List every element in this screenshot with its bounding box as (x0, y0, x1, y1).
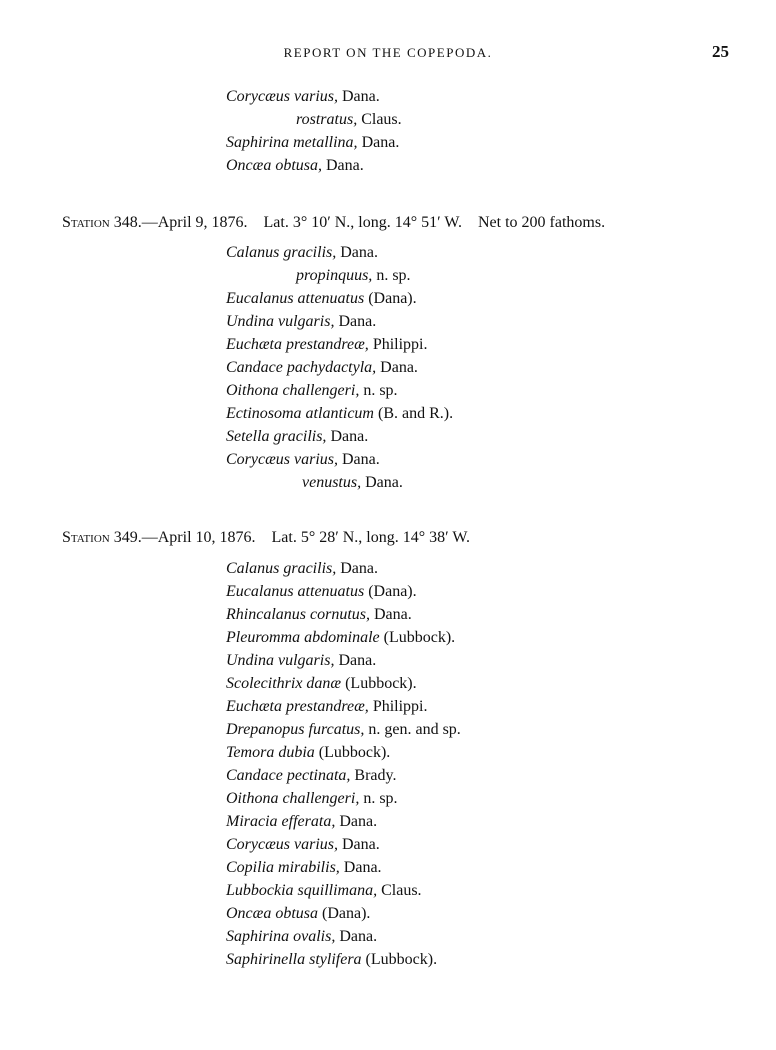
species-name: Undina vulgaris, (226, 652, 335, 669)
species-author: Dana. (334, 652, 377, 669)
list-item (226, 879, 422, 902)
list-item (302, 471, 403, 494)
species-name: Copilia mirabilis, (226, 859, 340, 876)
list-item (226, 85, 380, 108)
species-author: (Lubbock). (379, 629, 456, 646)
species-author: (Dana). (364, 583, 417, 600)
station-heading-349 (62, 526, 470, 550)
species-author: Dana. (370, 606, 412, 623)
species-name: Undina vulgaris, (226, 313, 335, 330)
species-name: Oithona challengeri, (226, 382, 360, 399)
list-item (226, 557, 378, 580)
species-author: n. sp. (372, 267, 411, 284)
list-item (226, 833, 380, 856)
list-item (226, 241, 378, 264)
species-name: Candace pachydactyla, (226, 359, 377, 376)
species-name: propinquus, (296, 267, 373, 284)
species-author: (Lubbock). (361, 951, 438, 968)
running-header (0, 42, 776, 67)
species-author: n. gen. and sp. (364, 721, 461, 738)
species-author: Dana. (338, 836, 380, 853)
list-item (226, 333, 428, 356)
list-item (226, 603, 412, 626)
species-name: Calanus gracilis, (226, 244, 337, 261)
species-author: (Lubbock). (341, 675, 417, 692)
station-position: Lat. 5° 28′ N., long. 14° 38′ W. (271, 529, 470, 546)
species-author: Dana. (361, 474, 403, 491)
list-item (226, 948, 437, 971)
species-author: Dana. (339, 859, 382, 876)
species-author: Dana. (357, 134, 400, 151)
species-author: (B. and R.). (373, 405, 454, 422)
species-name: Temora dubia (226, 744, 315, 761)
species-name: Saphirina ovalis, (226, 928, 336, 945)
species-name: Euchæta prestandreæ, (226, 336, 369, 353)
species-name: Corycæus varius, (226, 88, 338, 105)
list-item (226, 902, 370, 925)
species-name: Corycæus varius, (226, 836, 338, 853)
species-name: Oithona challengeri, (226, 790, 360, 807)
species-name: Oncæa obtusa, (226, 157, 322, 174)
species-author: Dana. (322, 157, 364, 174)
list-item (226, 925, 377, 948)
species-author: Dana. (326, 428, 369, 445)
list-item (226, 787, 398, 810)
list-item (226, 741, 390, 764)
list-item (296, 264, 411, 287)
station-date: —April 10, 1876. (141, 529, 256, 546)
list-item (296, 108, 402, 131)
station-label: Station 348. (62, 214, 142, 231)
species-author: Claus. (357, 111, 402, 128)
species-name: Lubbockia squillimana, (226, 882, 378, 899)
list-item (226, 402, 453, 425)
species-name: Drepanopus furcatus, (226, 721, 365, 738)
list-item (226, 131, 399, 154)
species-name: Ectinosoma atlanticum (226, 405, 374, 422)
list-item (226, 356, 418, 379)
species-author: Philippi. (368, 336, 428, 353)
species-author: (Lubbock). (314, 744, 391, 761)
species-author: Brady. (350, 767, 397, 784)
species-author: Dana. (336, 560, 378, 577)
list-item (226, 856, 382, 879)
species-author: n. sp. (359, 382, 398, 399)
species-name: Pleuromma abdominale (226, 629, 380, 646)
list-item (226, 672, 417, 695)
species-name: rostratus, (296, 111, 358, 128)
list-item (226, 695, 428, 718)
list-item (226, 626, 455, 649)
species-name: Oncæa obtusa (226, 905, 318, 922)
species-author: n. sp. (359, 790, 398, 807)
list-item (226, 580, 417, 603)
station-label: Station 349. (62, 529, 142, 546)
species-author: Dana. (338, 88, 380, 105)
species-name: Eucalanus attenuatus (226, 583, 365, 600)
species-author: Dana. (334, 313, 377, 330)
species-name: Corycæus varius, (226, 451, 338, 468)
species-author: Dana. (338, 451, 380, 468)
species-name: Eucalanus attenuatus (226, 290, 365, 307)
station-note: Net to 200 fathoms. (477, 214, 606, 231)
list-item (226, 379, 398, 402)
list-item (226, 448, 380, 471)
species-name: Setella gracilis, (226, 428, 327, 445)
station-heading-348 (62, 211, 605, 235)
species-author: Dana. (376, 359, 418, 376)
species-name: Calanus gracilis, (226, 560, 337, 577)
species-name: Euchæta prestandreæ, (226, 698, 369, 715)
station-position: Lat. 3° 10′ N., long. 14° 51′ W. (263, 214, 462, 231)
species-name: Candace pectinata, (226, 767, 351, 784)
list-item (226, 764, 396, 787)
list-item (226, 810, 377, 833)
species-author: Dana. (335, 928, 378, 945)
list-item (226, 718, 461, 741)
species-name: Saphirina metallina, (226, 134, 358, 151)
species-author: (Dana). (364, 290, 417, 307)
species-name: Rhincalanus cornutus, (226, 606, 370, 623)
species-name: Scolecithrix danæ (226, 675, 342, 692)
list-item (226, 154, 364, 177)
species-author: Philippi. (368, 698, 428, 715)
list-item (226, 649, 376, 672)
species-author: Claus. (377, 882, 422, 899)
species-name: Saphirinella stylifera (226, 951, 362, 968)
species-author: Dana. (335, 813, 378, 830)
species-author: Dana. (336, 244, 378, 261)
list-item (226, 310, 376, 333)
species-author: (Dana). (318, 905, 371, 922)
species-name: Miracia efferata, (226, 813, 336, 830)
species-name: venustus, (302, 474, 362, 491)
list-item (226, 425, 368, 448)
list-item (226, 287, 417, 310)
header-title: REPORT ON THE COPEPODA. (283, 45, 493, 60)
station-date: —April 9, 1876. (141, 214, 248, 231)
page-number: 25 (712, 42, 729, 61)
